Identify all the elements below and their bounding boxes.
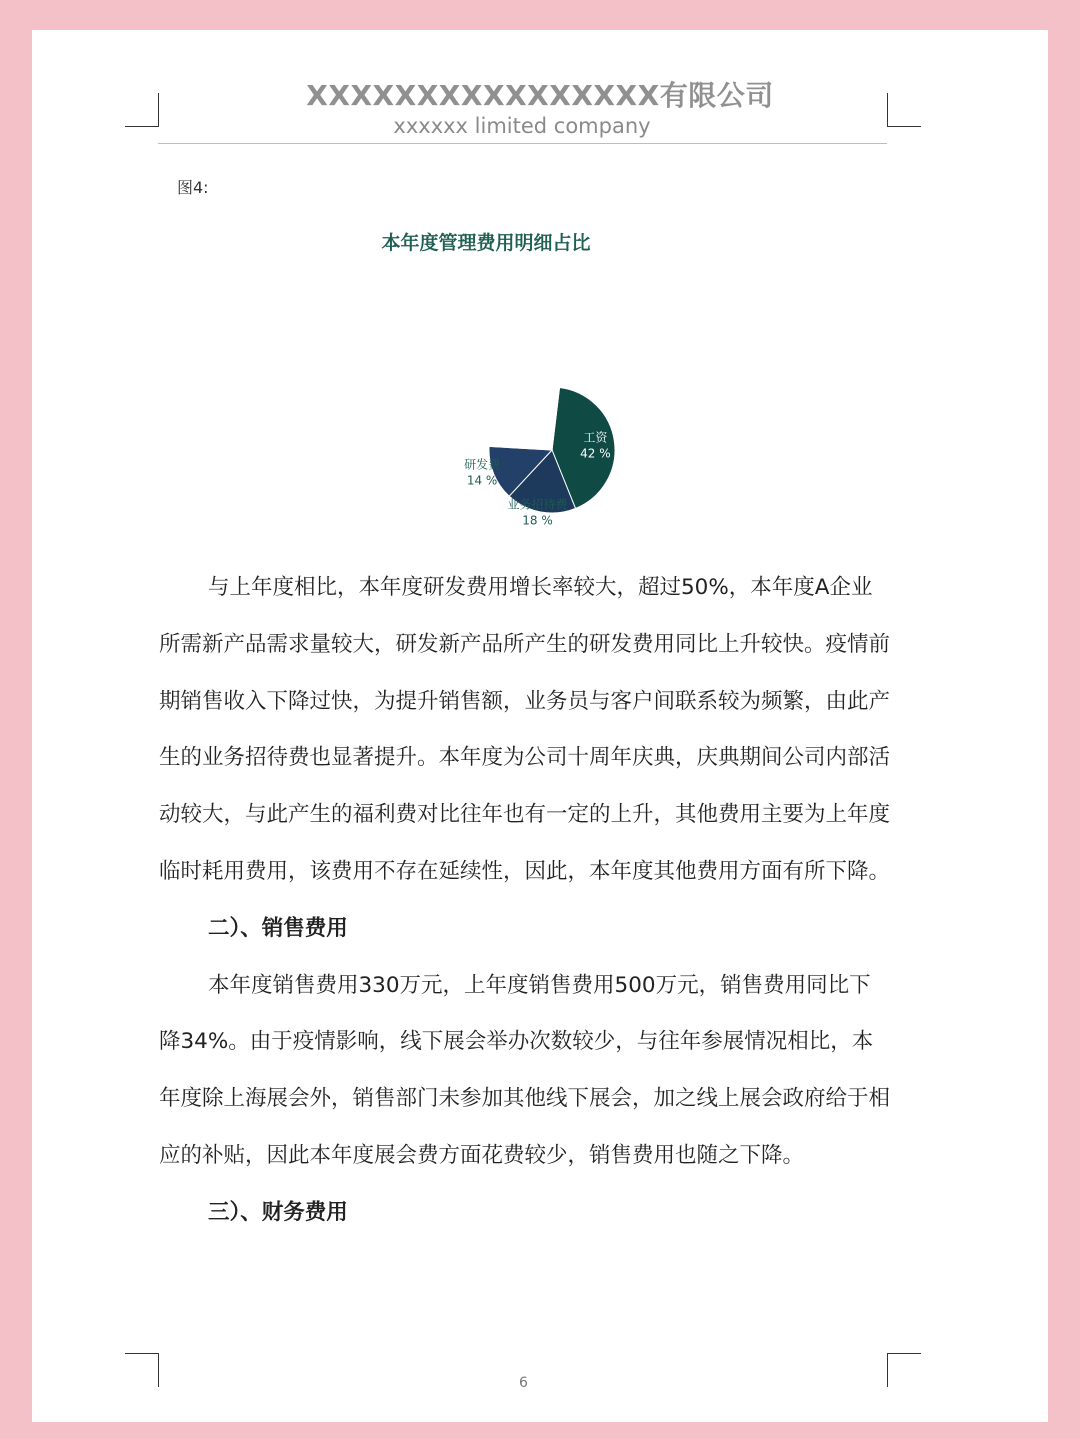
pie-slice-other [489,387,559,450]
pie-label-name: 工资 [583,430,608,445]
header-rule [158,143,887,144]
paragraph-sales-expense: 本年度销售费用330万元，上年度销售费用500万元，销售费用同比下降34%。由于疫情影响，线下展会举办次数较少，与往年参展情况相比，本年度除上海展会外，销售部门未参加其他线下展会，加之线上展会政府给于相应的补贴，因此本年度展会费方面花费较少，销售费用也随之下降。 [159,972,891,1168]
company-name-en: xxxxxx limited company [393,114,651,138]
pie-label-value: 14 % [466,473,498,488]
pie-chart [452,350,652,550]
document-page [32,30,1048,1422]
section-heading-sales-expense: 二）、销售费用 [208,915,348,941]
company-name-cn: XXXXXXXXXXXXXXXX有限公司 [306,79,774,112]
pie-label-name: 业务招待费 [507,497,568,512]
body-text [159,560,891,1242]
page-number: 6 [519,1375,528,1391]
figure-label: 图4: [177,178,209,197]
chart-title: 本年度管理费用明细占比 [381,232,591,254]
pie-label-name: 研发费 [464,457,501,472]
pie-label-value: 42 % [580,446,611,461]
paragraph-rd-expense: 与上年度相比，本年度研发费用增长率较大，超过50%，本年度A企业所需新产品需求量较大，研发新产品所产生的研发费用同比上升较快。疫情前期销售收入下降过快，为提升销售额，业务员与客户间联系较为频繁，由此产生的业务招待费也显著提升。本年度为公司十周年庆典，庆典期间公司内部活动较大，与此产生的福利费对比往年也有一定的上升，其他费用主要为上年度临时耗用费用，该费用不存在延续性，因此，本年度其他费用方面有所下降。 [159,575,891,884]
pie-label-value: 18 % [522,513,553,528]
section-heading-finance-expense: 三）、财务费用 [208,1199,348,1225]
